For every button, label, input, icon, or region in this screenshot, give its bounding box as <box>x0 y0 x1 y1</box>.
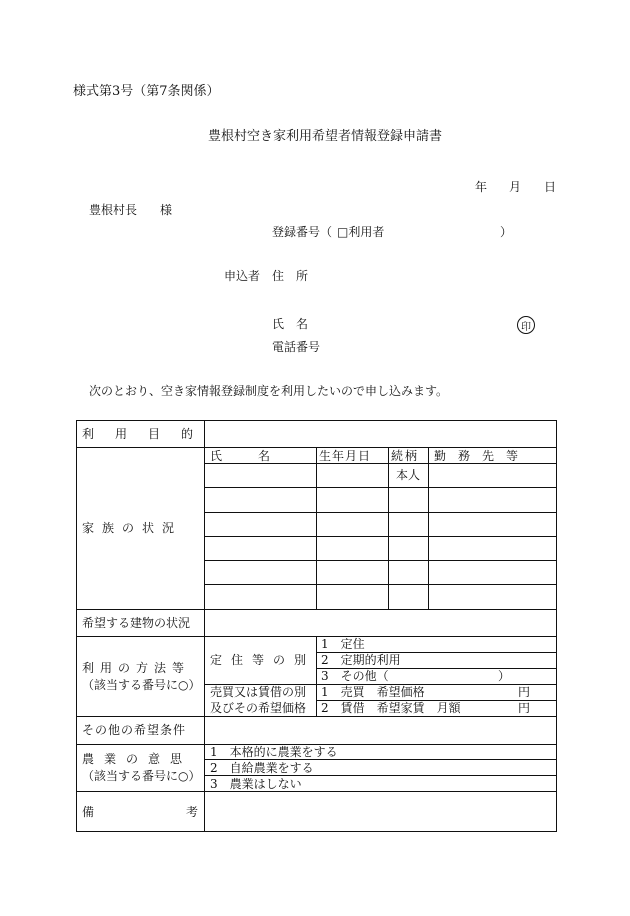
intro-text: 次のとおり、空き家情報登録制度を利用したいので申し込みます。 <box>89 384 449 398</box>
sale-purchase-yen: 円 <box>518 685 531 699</box>
residence-option-3-close: ） <box>498 669 511 683</box>
family-header-relation: 続柄 <box>391 449 420 463</box>
farming-option-3: 3 農業はしない <box>210 777 302 791</box>
farming-option-2: 2 自給農業をする <box>210 761 314 775</box>
family-header-birth: 生年月日 <box>319 449 372 463</box>
farming-note: （該当する番号に○） <box>82 769 201 783</box>
page-title: 豊根村空き家利用希望者情報登録申請書 <box>208 129 443 144</box>
residence-label: 定住等の別 <box>210 653 316 667</box>
date-month-label: 月 <box>509 180 522 194</box>
sale-label-line2: 及びその希望価格 <box>210 701 307 715</box>
applicant-label: 申込者 <box>224 269 261 283</box>
sale-rent-yen: 円 <box>518 701 531 715</box>
remarks-label: 備考 <box>82 805 291 819</box>
registration-checkbox-user[interactable]: □利用者 <box>337 225 385 239</box>
phone-label: 電話番号 <box>272 340 321 354</box>
registration-label: 登録番号（ <box>272 225 333 239</box>
residence-option-2: 2 定期的利用 <box>321 653 401 667</box>
farming-option-1: 1 本格的に農業をする <box>210 745 338 759</box>
addressee-name: 豊根村長 <box>89 203 138 217</box>
other-conditions-label: その他の希望条件 <box>82 723 187 737</box>
building-label: 希望する建物の状況 <box>82 616 191 630</box>
residence-option-3: 3 その他（ <box>321 669 389 683</box>
farming-label: 農業の意思 <box>82 752 193 766</box>
registration-close-paren: ） <box>500 225 513 239</box>
usage-note: （該当する番号に○） <box>82 678 201 692</box>
residence-option-1: 1 定住 <box>321 637 365 651</box>
family-self-label: 本人 <box>396 468 421 482</box>
date-day-label: 日 <box>544 180 557 194</box>
form-number: 様式第3号（第7条関係） <box>73 84 220 99</box>
addressee-suffix: 様 <box>160 203 173 217</box>
name-label: 氏 名 <box>272 317 309 331</box>
address-label: 住 所 <box>272 269 309 283</box>
sale-option-purchase: 1 売買 希望価格 <box>321 685 425 699</box>
sale-label-line1: 売買又は賃借の別 <box>210 685 307 699</box>
seal-mark: 印 <box>517 316 535 334</box>
family-header-workplace: 勤 務 先 等 <box>434 449 519 463</box>
family-header-name: 氏 名 <box>210 449 271 463</box>
date-year-label: 年 <box>475 180 488 194</box>
usage-label: 利用の方法等 <box>82 661 191 675</box>
sale-option-rent: 2 賃借 希望家賃 月額 <box>321 701 461 715</box>
purpose-label-text: 利用目的 <box>82 427 215 441</box>
purpose-label <box>82 427 215 441</box>
family-label: 家族の状況 <box>82 521 183 535</box>
